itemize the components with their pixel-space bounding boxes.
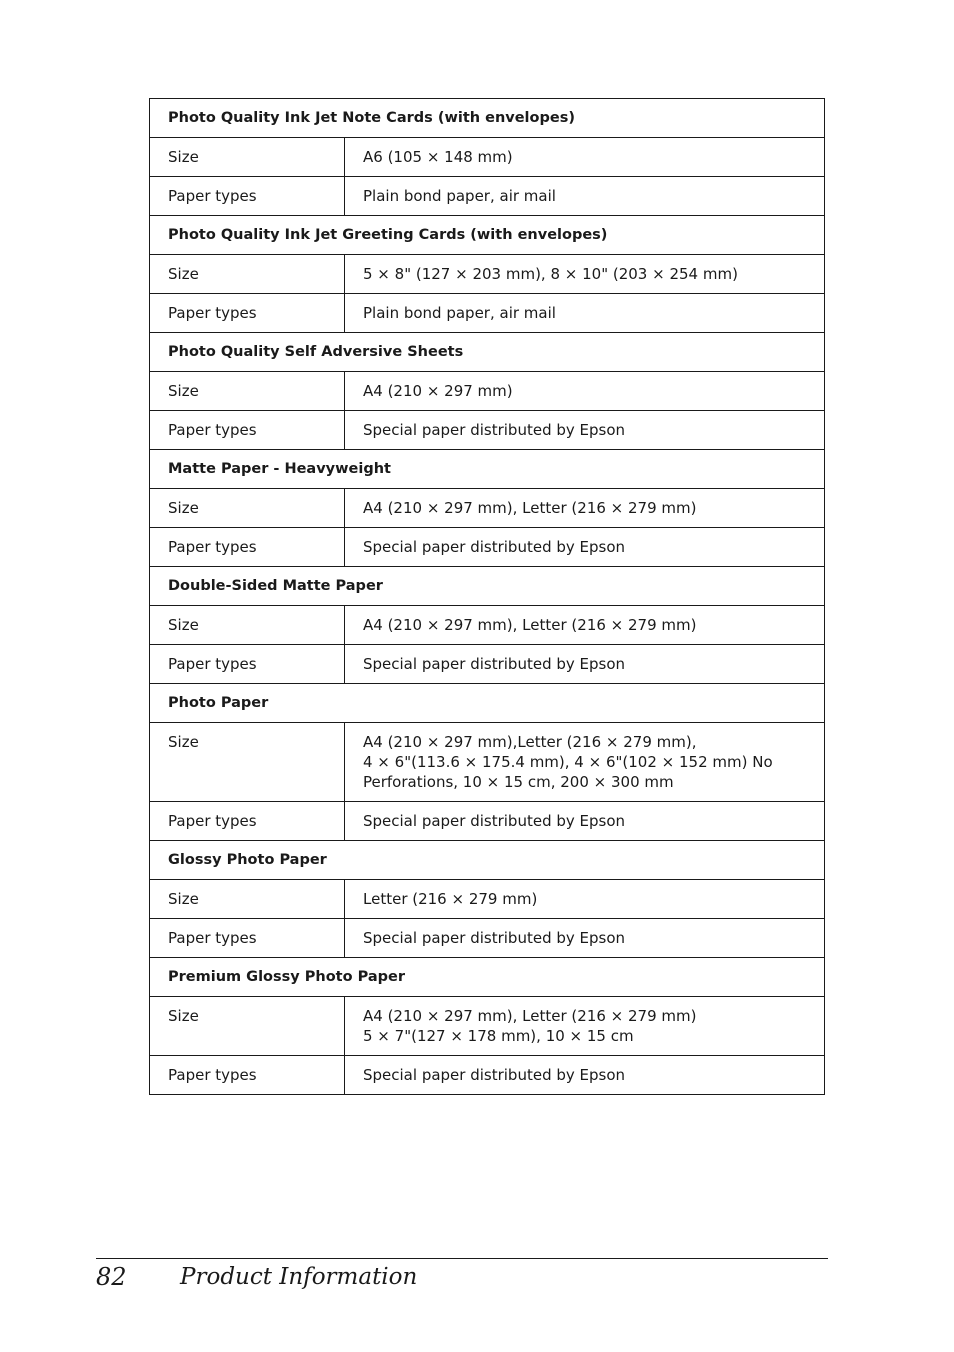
section-title: Photo Quality Self Adversive Sheets [150,333,825,372]
row-label: Size [150,997,345,1056]
section-header-row [150,333,825,372]
row-value: A4 (210 × 297 mm),Letter (216 × 279 mm), 4 × 6"(113.6 × 175.4 mm), 4 × 6"(102 × 152 mm) No Perforations, 10 × 15 cm, 200 × 300 mm [345,723,825,802]
row-label: Size [150,138,345,177]
row-value: A4 (210 × 297 mm) [345,372,825,411]
paper-spec-table [149,98,825,1095]
row-label: Size [150,489,345,528]
table-row [150,138,825,177]
table-row [150,255,825,294]
row-label: Paper types [150,294,345,333]
table-row [150,802,825,841]
section-header-row [150,216,825,255]
table-row [150,177,825,216]
table-row [150,372,825,411]
row-label: Size [150,606,345,645]
row-value: Special paper distributed by Epson [345,1056,825,1095]
row-value: Special paper distributed by Epson [345,528,825,567]
footer-rule [96,1258,828,1259]
table-row [150,1056,825,1095]
table-row [150,723,825,802]
row-value: Plain bond paper, air mail [345,294,825,333]
table-row [150,294,825,333]
section-title: Photo Quality Ink Jet Greeting Cards (with envelopes) [150,216,825,255]
row-value: 5 × 8" (127 × 203 mm), 8 × 10" (203 × 254 mm) [345,255,825,294]
row-label: Paper types [150,802,345,841]
table-row [150,880,825,919]
row-label: Paper types [150,177,345,216]
table-row [150,528,825,567]
row-label: Size [150,723,345,802]
row-value: A4 (210 × 297 mm), Letter (216 × 279 mm) [345,606,825,645]
paper-spec-table-body [150,99,825,1095]
section-title: Photo Paper [150,684,825,723]
row-label: Paper types [150,528,345,567]
row-value: A6 (105 × 148 mm) [345,138,825,177]
section-header-row [150,841,825,880]
row-value: Special paper distributed by Epson [345,802,825,841]
row-value: Letter (216 × 279 mm) [345,880,825,919]
section-header-row [150,567,825,606]
row-label: Size [150,372,345,411]
row-value: Plain bond paper, air mail [345,177,825,216]
row-label: Paper types [150,645,345,684]
table-row [150,606,825,645]
row-value: A4 (210 × 297 mm), Letter (216 × 279 mm) 5 × 7"(127 × 178 mm), 10 × 15 cm [345,997,825,1056]
row-label: Paper types [150,919,345,958]
section-title: Premium Glossy Photo Paper [150,958,825,997]
row-label: Paper types [150,411,345,450]
table-row [150,997,825,1056]
section-title: Matte Paper - Heavyweight [150,450,825,489]
section-header-row [150,958,825,997]
row-label: Paper types [150,1056,345,1095]
row-label: Size [150,255,345,294]
table-row [150,645,825,684]
row-value: Special paper distributed by Epson [345,411,825,450]
row-label: Size [150,880,345,919]
section-header-row [150,99,825,138]
footer-section-title: Product Information [180,1264,418,1290]
section-header-row [150,450,825,489]
section-title: Double-Sided Matte Paper [150,567,825,606]
row-value: A4 (210 × 297 mm), Letter (216 × 279 mm) [345,489,825,528]
section-title: Glossy Photo Paper [150,841,825,880]
section-title: Photo Quality Ink Jet Note Cards (with envelopes) [150,99,825,138]
row-value: Special paper distributed by Epson [345,919,825,958]
table-row [150,919,825,958]
section-header-row [150,684,825,723]
table-row [150,489,825,528]
row-value: Special paper distributed by Epson [345,645,825,684]
table-row [150,411,825,450]
page-number: 82 [96,1263,127,1291]
